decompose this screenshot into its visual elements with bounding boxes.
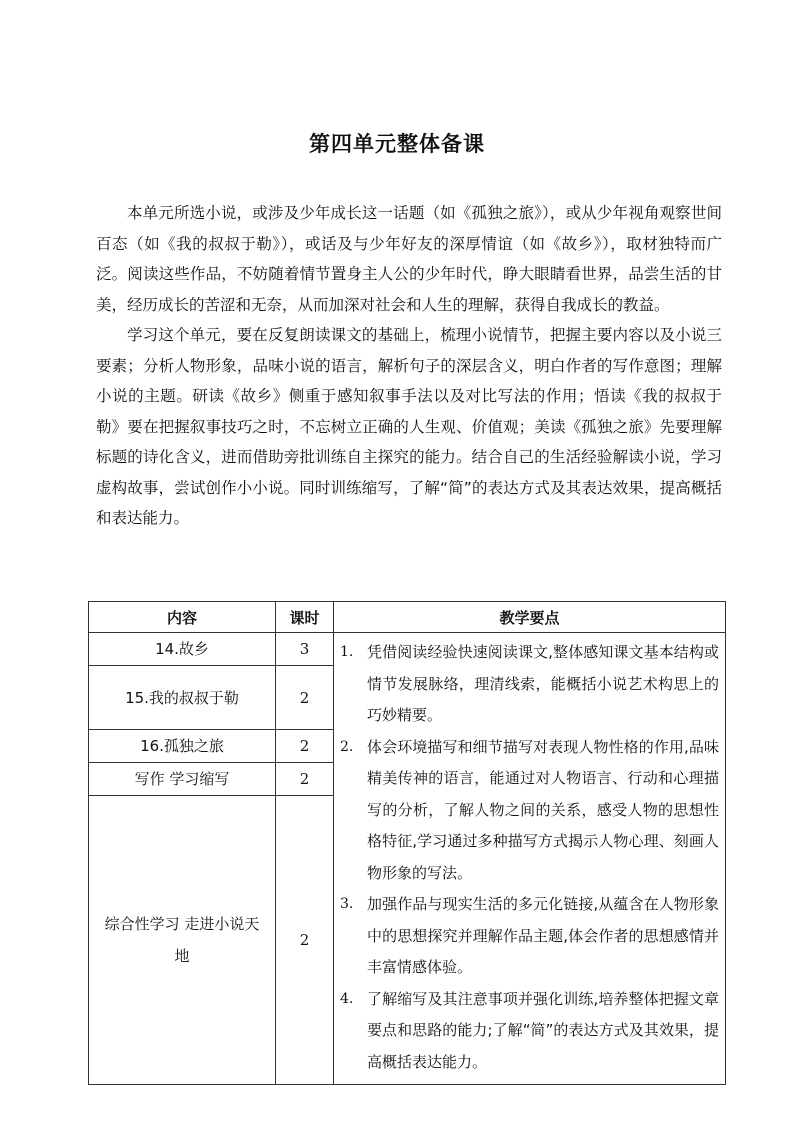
lesson-hours: 2 [276,763,334,796]
lesson-name: 14.故乡 [89,633,276,666]
list-item [340,984,719,1079]
point-number: 1. [340,644,354,660]
teaching-points-cell [334,633,726,1085]
intro-paragraph: 学习这个单元，要在反复朗读课文的基础上，梳理小说情节，把握主要内容以及小说三要素；分析人物形象，品味小说的语言，解析句子的深层含义，明白作者的写作意图；理解小说的主题。研读《故乡》侧重于感知叙事手法以及对比写法的作用；悟读《我的叔叔于勒》要在把握叙事技巧之时，不忘树立正确的人生观、价值观；美读《孤独之旅》先要理解标题的诗化含义，进而借助旁批训练自主探究的能力。结合自己的生活经验解读小说，学习虚构故事，尝试创作小小说。同时训练缩写，了解“简”的表达方式及其表达效果，提高概括和表达能力。 [96,326,722,527]
lesson-hours: 2 [276,796,334,1085]
teaching-points-list [334,633,725,1084]
lesson-name: 写作 学习缩写 [89,763,276,796]
list-item [340,889,719,984]
intro-text [96,198,722,534]
lesson-hours: 2 [276,666,334,730]
lesson-name: 综合性学习 走进小说天地 [89,796,276,1085]
intro-paragraph: 本单元所选小说，或涉及少年成长这一话题（如《孤独之旅》），或从少年视角观察世间百态（如《我的叔叔于勒》），或话及与少年好友的深厚情谊（如《故乡》），取材独特而广泛。阅读这些作品，不妨随着情节置身主人公的少年时代，睁大眼睛看世界，品尝生活的甘美，经历成长的苦涩和无奈，从而加深对社会和人生的理解，获得自我成长的教益。 [96,204,722,314]
point-text: 了解缩写及其注意事项并强化训练,培养整体把握文章要点和思路的能力;了解“简”的表达方式及其效果，提高概括表达能力。 [367,989,719,1071]
lesson-name: 16.孤独之旅 [89,730,276,763]
header-teaching-points: 教学要点 [334,602,726,633]
point-text: 加强作品与现实生活的多元化链接,从蕴含在人物形象中的思想探究并理解作品主题,体会作者的思想感情并丰富情感体验。 [367,895,719,976]
lesson-plan-table [88,601,726,1085]
point-text: 体会环境描写和细节描写对表现人物性格的作用,品味精美传神的语言，能通过对人物语言、行动和心理描写的分析，了解人物之间的关系，感受人物的思想性格特征,学习通过多种描写方式揭示人物心理、刻画人物形象的写法。 [367,737,719,882]
header-content: 内容 [89,602,276,633]
list-item [340,637,719,732]
header-hours: 课时 [276,602,334,633]
point-number: 2. [340,738,354,755]
point-number: 4. [340,990,354,1007]
list-item [340,732,719,890]
page-title: 第四单元整体备课 [309,131,485,156]
lesson-name: 15.我的叔叔于勒 [89,666,276,730]
point-number: 3. [340,896,354,912]
table-header-row [89,602,726,633]
lesson-hours: 3 [276,633,334,666]
point-text: 凭借阅读经验快速阅读课文,整体感知课文基本结构或情节发展脉络，理清线索，能概括小说艺术构思上的巧妙精要。 [367,643,719,724]
table-row [89,633,726,666]
lesson-hours: 2 [276,730,334,763]
